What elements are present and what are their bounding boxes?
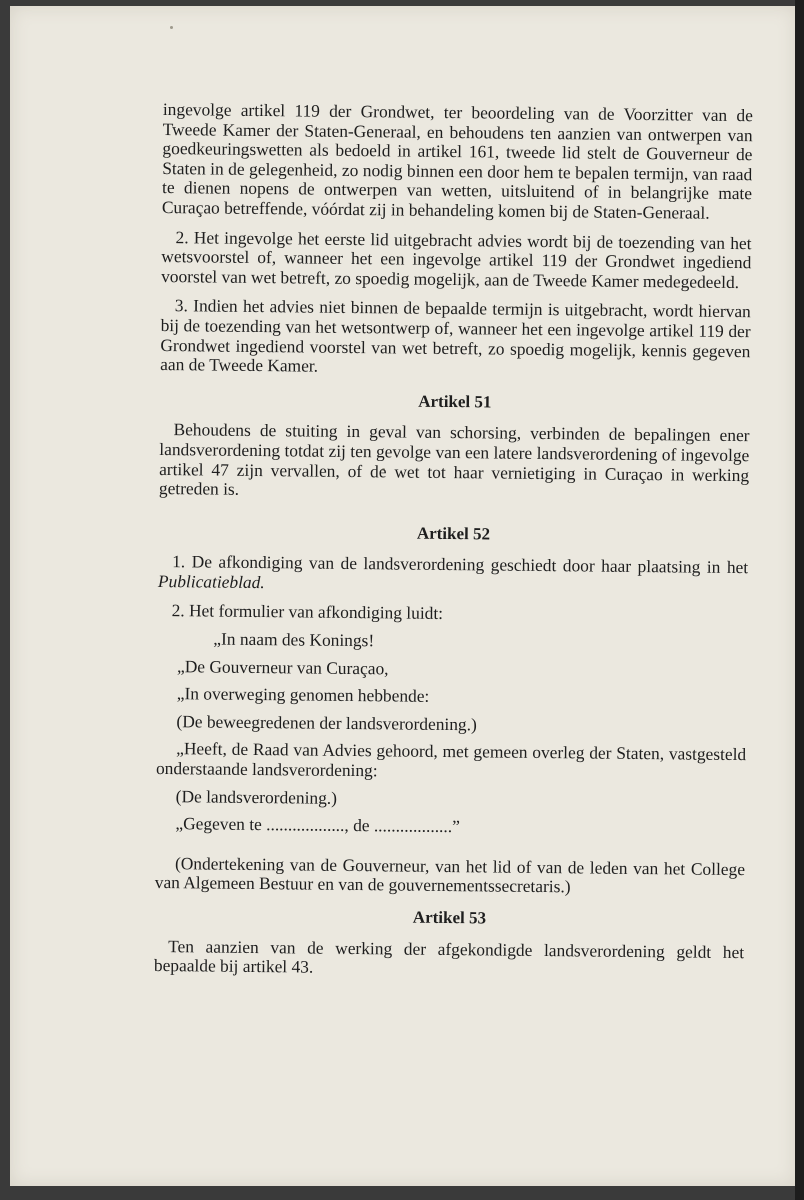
formula-line: „De Gouverneur van Curaçao,	[176, 655, 389, 679]
formula-line: „Heeft, de Raad van Advies gehoord, met gemeen overleg der Staten, vastgesteld onderstaande landsverordening:	[155, 738, 747, 781]
artikel-52-lid-1	[158, 552, 748, 597]
formula-line: „Gegeven te .................., de ..................”	[175, 813, 460, 837]
formula-line: (De landsverordening.)	[175, 785, 338, 808]
paper-speck	[170, 26, 173, 29]
afkondiging-formulier	[155, 629, 747, 840]
paragraph-continuation: ingevolge artikel 119 der Grondwet, ter beoordeling van de Voorzitter van de Tweede Kamer der Staten-Generaal, en behoudens ten aanzien van ontwerpen van goedkeuringswetten als bedoeld in artikel 161, tweede lid stelt de Gouverneur de Staten in de gelegenheid, zo nodig binnen een door hem te bepalen termijn, van raad te dienen nopens de ontwerpen van wetten, uitsluitend of in belangrijke mate Curaçao betreffende, vóórdat zij in behandeling komen bij de Staten-Generaal.	[161, 99, 753, 223]
formula-line: (De beweegredenen der landsverordening.)	[176, 711, 477, 735]
heading-artikel-52: Artikel 52	[416, 523, 491, 544]
formula-line: „In naam des Konings!	[213, 628, 375, 651]
publicatieblad-italic: Publicatieblad.	[157, 570, 265, 592]
artikel-52-lid-1-text: 1. De afkondiging van de landsverordening geschiedt door haar plaatsing in het	[172, 551, 749, 578]
ondertekening-text: (Ondertekening van de Gouverneur, van het lid of van de leden van het College van Algemeen Bestuur en van de gouvernementssecretaris.)	[154, 852, 746, 897]
paragraph-lid-3: 3. Indien het advies niet binnen de bepaalde termijn is uitgebracht, wordt hiervan bij de toezending van het wetsontwerp of, wanneer het een ingevolge artikel 119 der Grondwet ingediend voorstel van wet betreft, zo spoedig mogelijk, kennis gegeven aan de Tweede Kamer.	[160, 295, 751, 376]
heading-artikel-53: Artikel 53	[412, 907, 487, 928]
artikel-53-text: Ten aanzien van de werking der afgekondigde landsverordening geldt het bepaalde bij artikel 43.	[153, 935, 745, 977]
scan-edge	[795, 0, 804, 1200]
artikel-51-text: Behoudens de stuiting in geval van schorsing, verbinden de bepalingen ener landsverordening totdat zij ten gevolge van een latere landsverordening of ingevolge artikel 47 zijn vervallen, of de wet tot haar vernietiging in Curaçao in werking getreden is.	[158, 419, 750, 499]
formula-line: „In overweging genomen hebbende:	[176, 683, 430, 707]
artikel-52-lid-2: 2. Het formulier van afkondiging luidt:	[171, 600, 444, 624]
page-text	[154, 100, 753, 982]
heading-artikel-51: Artikel 51	[418, 391, 492, 412]
paragraph-lid-2: 2. Het ingevolge het eerste lid uitgebracht advies wordt bij de toezending van het wetsvoorstel of, wanneer het een ingevolge artikel 119 der Grondwet ingediend voorstel van wet betreft, zo spoedig mogelijk, aan de Tweede Kamer medegedeeld.	[161, 226, 752, 292]
